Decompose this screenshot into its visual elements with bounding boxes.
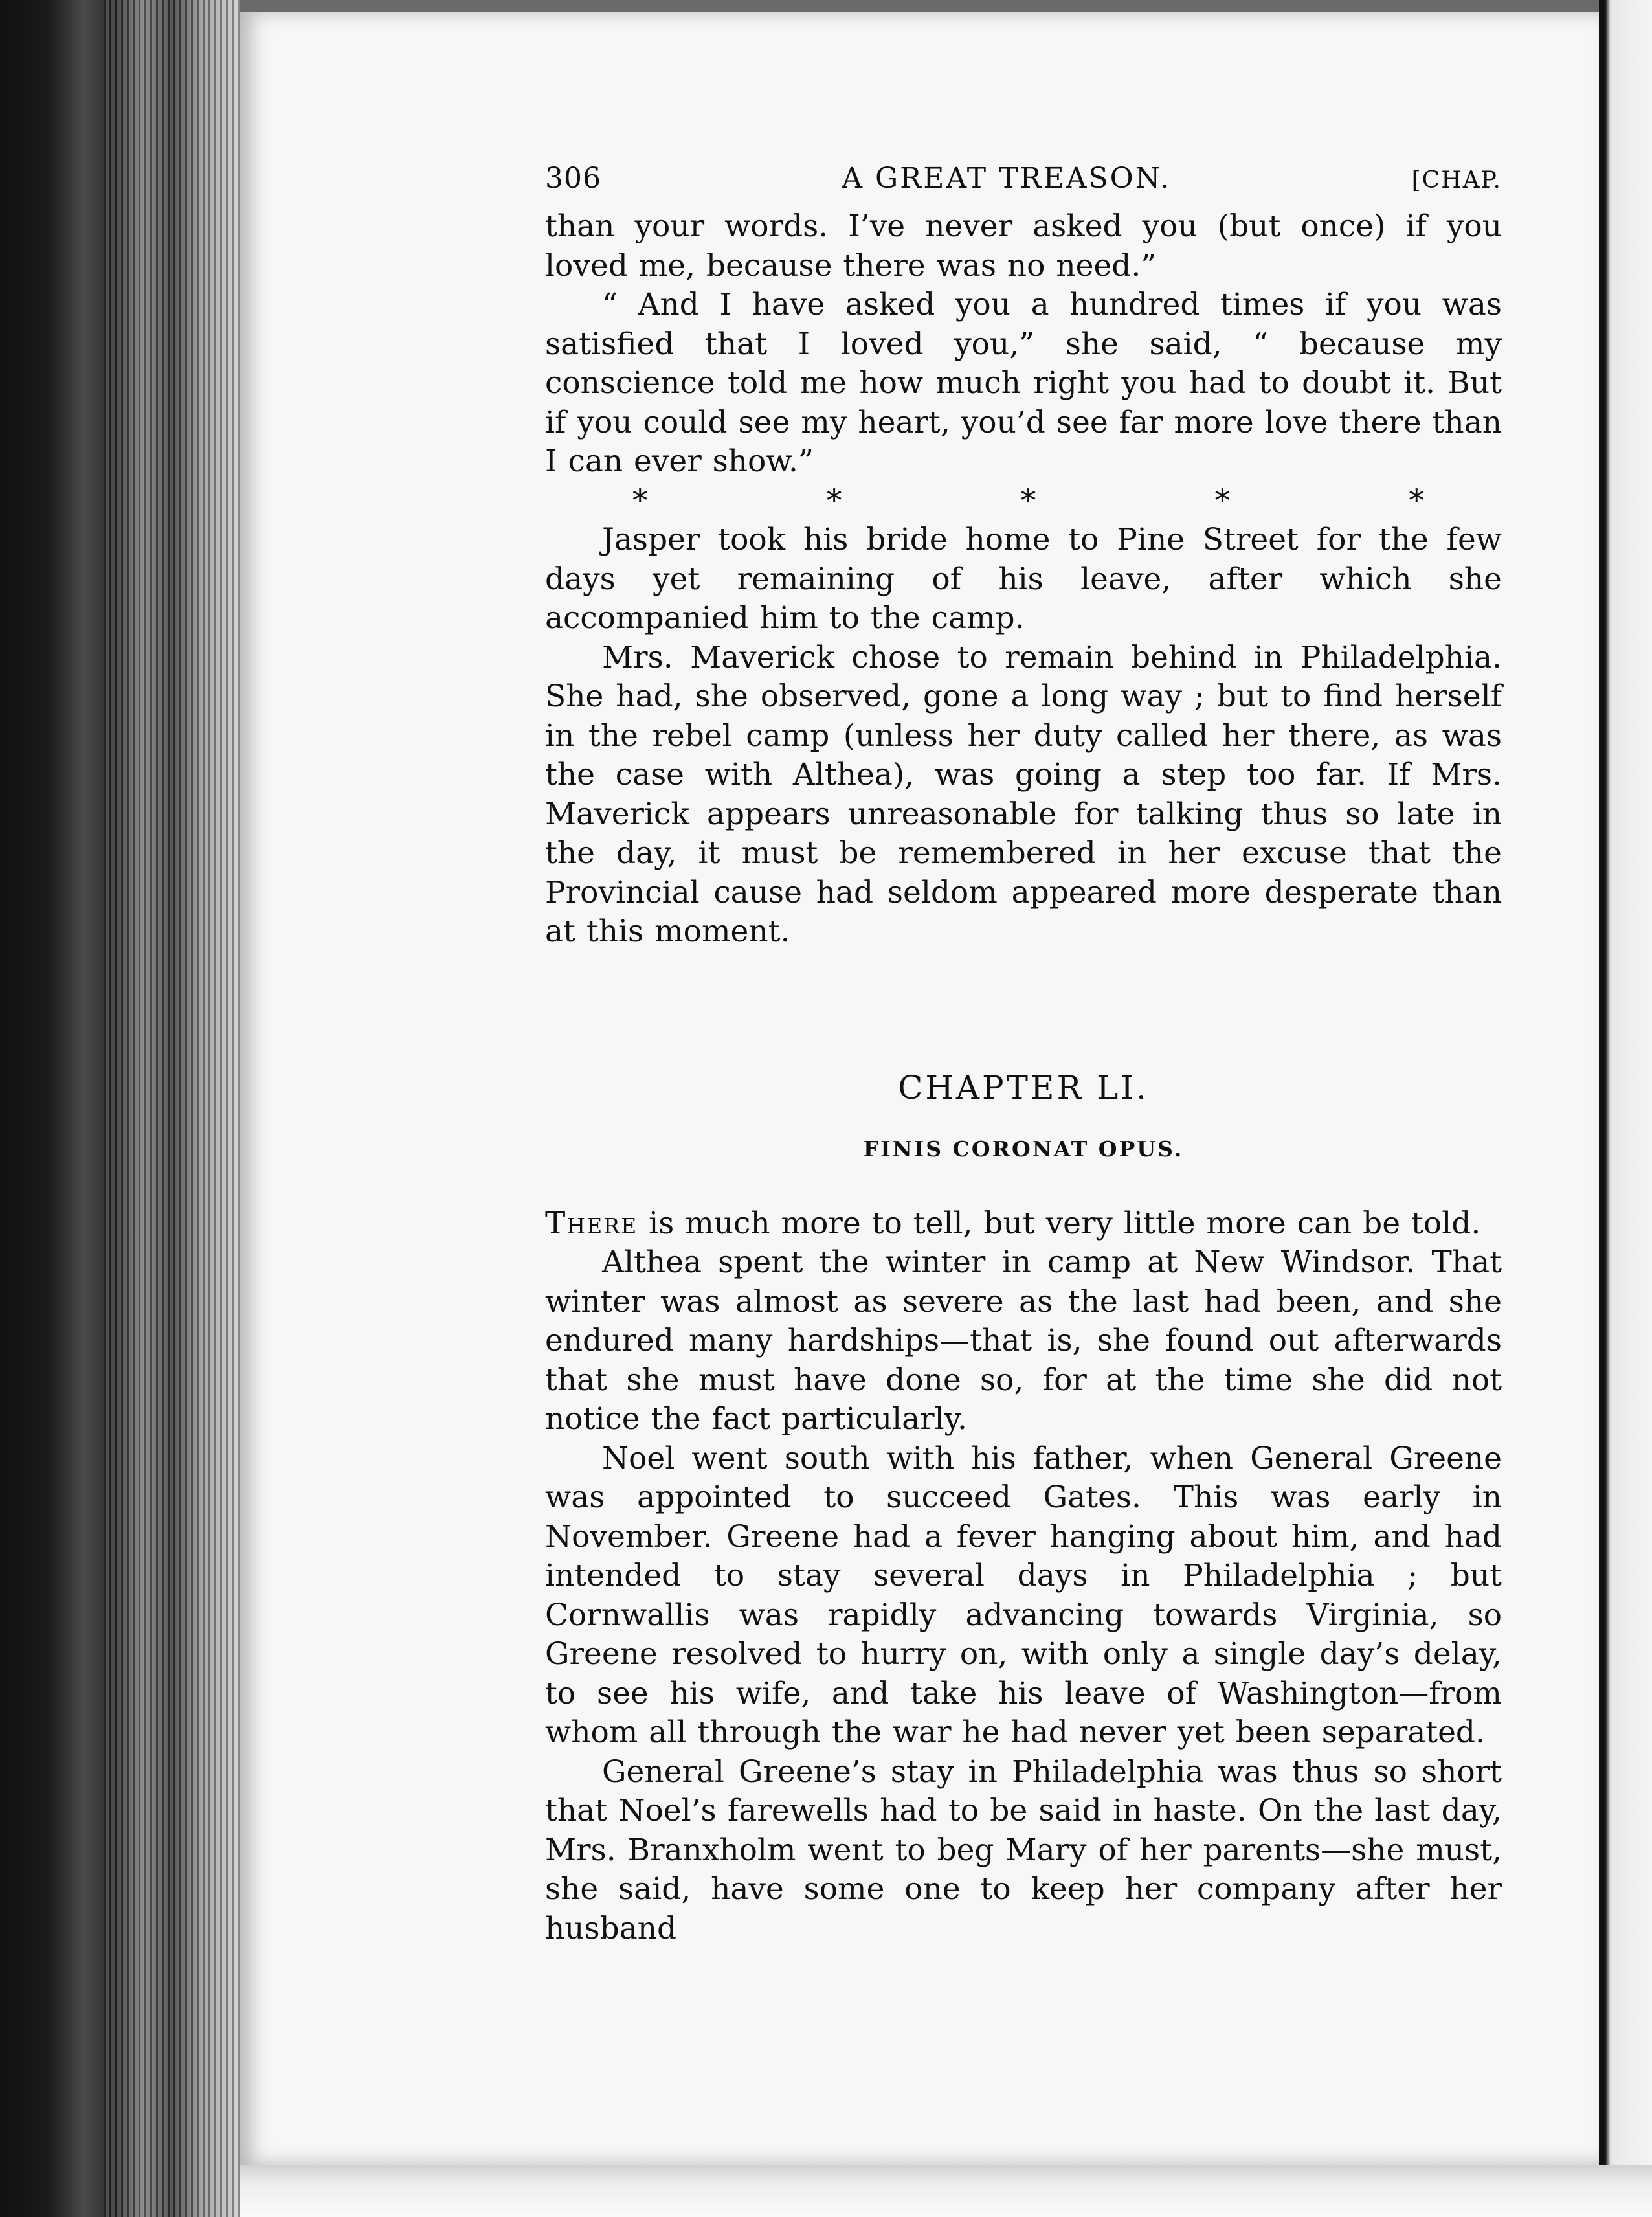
chapter-opening-paragraph <box>545 1204 1502 1244</box>
paragraph: Jasper took his bride home to Pine Street for the few days yet remaining of his leave, after which she accompanied him to the camp. <box>545 522 1502 636</box>
section-break-stars <box>545 482 1502 521</box>
paragraph: Mrs. Maverick chose to remain behind in Philadelphia. She had, she observed, gone a long way ; but to find herself in the rebel camp (unless her duty called her there, as was the case with Althea), was going a step too far. If Mrs. Maverick appears unreasonable for talking thus so late in the day, it must be remembered in her excuse that the Provincial cause had seldom appeared more desperate than at this moment. <box>545 639 1502 949</box>
paragraph: General Greene’s stay in Philadelphia was thus so short that Noel’s farewells had to be said in haste. On the last day, Mrs. Branxholm went to beg Mary of her parents—she must, she said, have some one to keep her company after her husband <box>545 1753 1502 1946</box>
page-edges-left <box>104 0 240 2217</box>
page-edges-bottom <box>240 2165 1652 2217</box>
star: * <box>1409 482 1424 519</box>
star: * <box>1214 482 1231 519</box>
paragraph: Noel went south with his father, when General Greene was appointed to succeed Gates. This was early in November. Greene had a fever hanging about him, and had intended to stay several days in Philadelphia ; but Cornwallis was rapidly advancing towards Virginia, so Greene resolved to hurry on, with only a single day’s delay, to see his wife, and take his leave of Washington—from whom all through the war he had never yet been separated. <box>545 1440 1502 1750</box>
opening-word: There <box>545 1205 638 1241</box>
paragraph: “ And I have asked you a hundred times if you was satisfied that I loved you,” she said, “ because my conscience told me how much right you had to doubt it. But if you could see my heart, you’d see far more love there than I can ever show.” <box>545 287 1502 479</box>
chapter-text <box>545 1204 1502 1949</box>
text-block-after-stars <box>545 521 1502 952</box>
chapter-mark: [CHAP. <box>1411 167 1502 194</box>
running-title: A GREAT TREASON. <box>842 162 1172 195</box>
star: * <box>1020 482 1036 519</box>
chapter-subtitle: FINIS CORONAT OPUS. <box>863 1136 1184 1162</box>
chapter-title: CHAPTER LI. <box>898 1068 1149 1107</box>
paragraph: Althea spent the winter in camp at New Windsor. That winter was almost as severe as the last had been, and she endured many hardships—that is, she found out afterwards that she must have done so, for at the time she did not notice the fact particularly. <box>545 1244 1502 1437</box>
star: * <box>826 482 842 519</box>
star: * <box>632 482 648 519</box>
running-header <box>545 162 1502 207</box>
page-number: 306 <box>545 162 601 195</box>
text-block-before <box>545 207 1502 482</box>
opening-rest: is much more to tell, but very little more can be told. <box>638 1205 1481 1241</box>
page-content <box>545 162 1502 1948</box>
paragraph: than your words. I’ve never asked you (but once) if you loved me, because there was no need.” <box>545 208 1502 284</box>
page-edges-right <box>1599 0 1652 2217</box>
